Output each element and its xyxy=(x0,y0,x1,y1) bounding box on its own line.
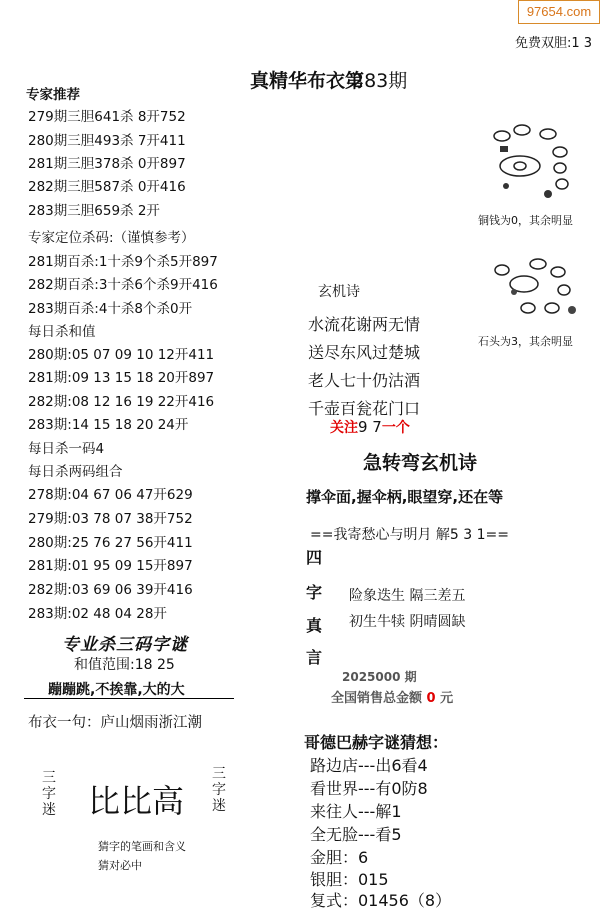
vertical-char: 四 xyxy=(306,548,323,567)
dingwei-title: 专家定位杀码:（谨慎参考） xyxy=(28,230,195,246)
vertical-char: 真 xyxy=(306,616,323,635)
poem-line: 水流花谢两无情 xyxy=(308,315,421,334)
moon-line: ==我寄愁心与明月 解5 3 1== xyxy=(310,527,509,543)
zimi-right: 三字迷 xyxy=(212,766,226,814)
expert-line: 280期三胆493杀 7开411 xyxy=(28,133,186,149)
poem-title: 玄机诗 xyxy=(318,284,360,300)
expert-line: 279期三胆641杀 8开752 xyxy=(28,109,186,125)
issue-number: 283期 xyxy=(352,70,408,92)
sales-amount: 0 xyxy=(426,691,436,706)
gd-line: 来往人---解1 xyxy=(310,802,402,821)
gd-line: 路边店---出6看4 xyxy=(310,756,428,775)
zimi-center: 比比高 xyxy=(88,782,185,820)
guanzhu-label: 关注 xyxy=(330,420,358,436)
liangma-line: 280期:25 76 27 56开411 xyxy=(28,535,193,551)
site-watermark: 97654.com xyxy=(518,0,600,24)
sales-issue: 2025000 期 xyxy=(342,670,417,684)
liangma-line: 281期:01 95 09 15开897 xyxy=(28,558,193,574)
free-dan: 免费双胆:1 3 xyxy=(514,36,592,51)
buyi-line: 布衣一句：庐山烟雨浙江潮 xyxy=(28,715,202,731)
stone-caption: 石头为3，其余明显 xyxy=(478,335,573,348)
dingwei-line: 281期百杀:1十杀9个杀5开897 xyxy=(28,254,218,270)
coin-caption: 铜钱为0，其余明显 xyxy=(478,214,573,227)
poem-line: 送尽东风过楚城 xyxy=(308,343,421,362)
yima: 每日杀一码4 xyxy=(28,441,105,457)
hint-text: 猜对必中 xyxy=(98,859,142,872)
liangma-line: 278期:04 67 06 47开629 xyxy=(28,487,193,503)
liangma-title: 每日杀两码组合 xyxy=(28,464,123,480)
zimi-left: 三字迷 xyxy=(42,770,56,818)
jizhuan-title: 急转弯玄机诗 xyxy=(363,452,478,474)
sales-prefix: 全国销售总金额 xyxy=(331,691,423,706)
gd-title: 哥德巴赫字谜猜想： xyxy=(304,733,449,752)
page-title: 真精华布衣第 xyxy=(250,70,365,92)
zhenyan-line: 险象迭生 隔三差五 xyxy=(349,588,466,604)
vertical-char: 字 xyxy=(306,583,323,602)
expert-line: 282期三胆587杀 0开416 xyxy=(28,179,186,195)
hezhi-line: 283期:14 15 18 20 24开 xyxy=(28,417,189,433)
poem-line: 老人七十仍沽酒 xyxy=(308,371,421,390)
dingwei-line: 282期百杀:3十杀6个杀9开416 xyxy=(28,277,218,293)
sanma-title: 专业杀三码字谜 xyxy=(62,635,188,655)
vertical-char: 言 xyxy=(306,648,323,667)
liangma-line: 282期:03 69 06 39开416 xyxy=(28,582,193,598)
jizhuan-line: 撑伞面,握伞柄,眼望穿,还在等 xyxy=(306,488,504,506)
sum-range: 和值范围:18 25 xyxy=(74,657,175,673)
liangma-line: 279期:03 78 07 38开752 xyxy=(28,511,193,527)
divider xyxy=(24,698,234,699)
poem-line: 千壶百瓮花门口 xyxy=(308,399,421,418)
expert-title: 专家推荐 xyxy=(26,87,80,103)
gd-line: 看世界---有0防8 xyxy=(310,779,428,798)
liangma-line: 283期:02 48 04 28开 xyxy=(28,606,167,622)
gd-line: 复式：01456（8） xyxy=(310,891,452,910)
expert-line: 281期三胆378杀 0开897 xyxy=(28,156,186,172)
bengtiao-text: 蹦蹦跳,不挨靠,大的大 xyxy=(48,682,185,698)
hezhi-line: 281期:09 13 15 18 20开897 xyxy=(28,370,215,386)
hezhi-line: 280期:05 07 09 10 12开411 xyxy=(28,347,215,363)
gd-line: 金胆：6 xyxy=(310,848,369,867)
stone-picture xyxy=(488,248,588,328)
gd-line: 银胆：015 xyxy=(310,870,389,889)
zhenyan-line: 初生牛犊 阴晴圆缺 xyxy=(349,614,466,630)
gd-line: 全无脸---看5 xyxy=(310,825,402,844)
hezhi-line: 282期:08 12 16 19 22开416 xyxy=(28,394,215,410)
guanzhu-numbers: 9 7 xyxy=(358,418,382,436)
expert-line: 283期三胆659杀 2开 xyxy=(28,203,160,219)
guanzhu-one: 一个 xyxy=(381,420,410,436)
hint-text: 猜字的笔画和含义 xyxy=(98,840,186,853)
sales-unit: 元 xyxy=(440,691,454,706)
coin-picture xyxy=(488,122,588,210)
dingwei-line: 283期百杀:4十杀8个杀0开 xyxy=(28,301,193,317)
hezhi-title: 每日杀和值 xyxy=(28,324,96,340)
